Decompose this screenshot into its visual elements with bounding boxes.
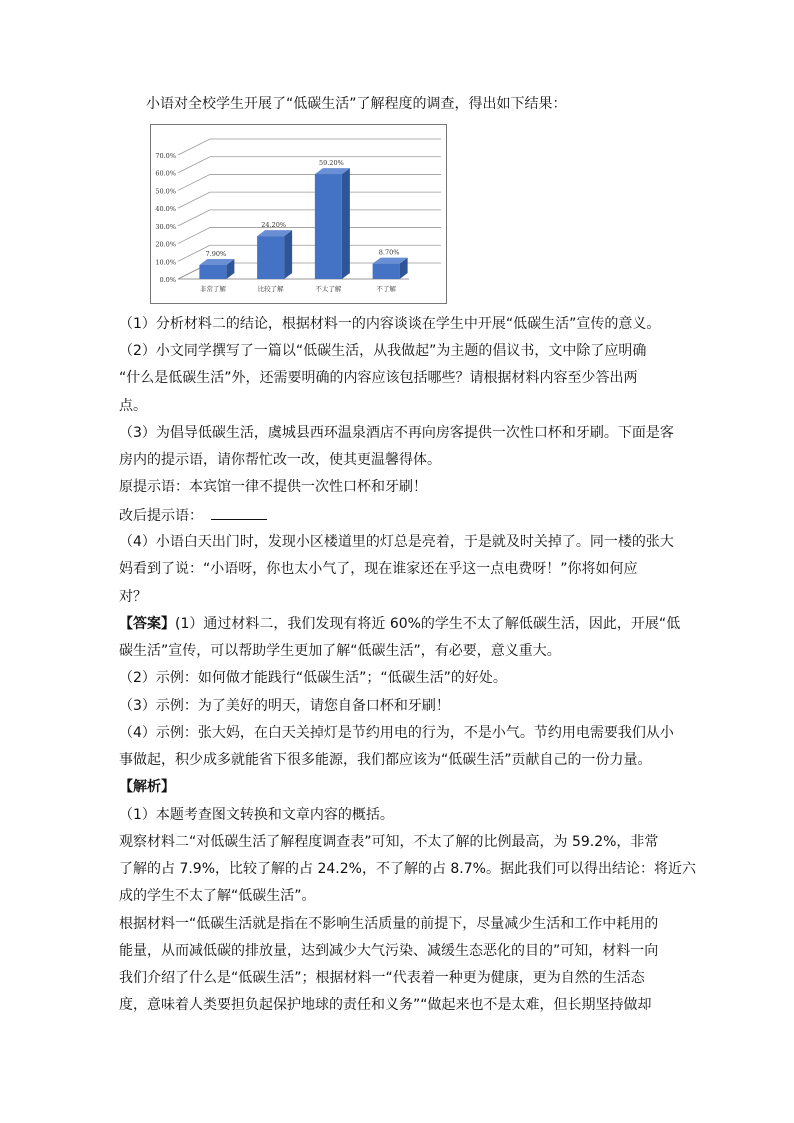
analysis-1: （1）本题考查图文转换和文章内容的概括。 [119,807,394,823]
answer-4-line-1: （4）示例：张大妈，在白天关掉灯是节约用电的行为，不是小气。节约用电需要我们从小 [119,725,674,741]
question-3-line-2: 房内的提示语，请你帮忙改一改，使其更温馨得体。 [119,452,441,468]
bar-1 [199,265,226,279]
question-1: （1）分析材料二的结论，根据材料一的内容谈谈在学生中开展“低碳生活”宣传的意义。 [119,316,661,332]
category-label: 不太了解 [315,285,342,293]
gridline [178,174,441,190]
answer-2: （2）示例：如何做才能践行“低碳生活”；“低碳生活”的好处。 [119,670,507,686]
category-label: 非常了解 [199,285,226,293]
analysis-2-line-1: 观察材料二“对低碳生活了解程度调查表”可知，不太了解的比例最高，为 59.2%，非常 [119,834,659,850]
analysis-3-line-3: 我们介绍了什么是“低碳生活”；根据材料一“代表着一种更为健康，更为自然的生活态 [119,970,645,986]
answer-4-line-2: 事做起，积少成多就能省下很多能源，我们都应该为“低碳生活”贡献自己的一份力量。 [119,752,652,768]
data-label: 8.70% [378,248,400,257]
category-label: 比较了解 [257,285,284,293]
question-4-line-3: 对？ [119,589,147,605]
analysis-3-line-2: 能量，从而减低碳的排放量，达到减少大气污染、减缓生态恶化的目的”可知，材料一向 [119,943,659,959]
gridline [178,157,441,173]
analysis-3-line-1: 根据材料一“低碳生活就是指在不影响生活质量的前提下，尽量减少生活和工作中耗用的 [119,916,659,932]
analysis-tag: 【解析】 [119,779,175,795]
answer-1-line-2: 碳生活”宣传，可以帮助学生更加了解“低碳生活”，有必要，意义重大。 [119,643,561,659]
question-4-line-2: 妈看到了说：“小语呀，你也太小气了，现在谁家还在乎这一点电费呀！”你将如何应 [119,561,638,577]
y-tick-label: 30.0% [155,222,176,231]
intro-text: 小语对全校学生开展了“低碳生活”了解程度的调查，得出如下结果： [146,96,567,112]
y-tick-label: 0.0% [159,276,176,284]
y-tick-label: 50.0% [155,187,176,196]
y-tick-label: 60.0% [155,169,176,178]
gridline [178,210,441,226]
bar-side [284,230,292,279]
data-label: 59.20% [318,159,344,168]
answer-3: （3）示例：为了美好的明天，请您自备口杯和牙刷！ [119,698,450,714]
question-2-line-1: （2）小文同学撰写了一篇以“低碳生活，从我做起”为主题的倡议书，文中除了应明确 [119,343,647,359]
bar-3 [315,174,342,279]
gridline [178,139,441,155]
answer-tag: 【答案】 [119,616,175,632]
y-tick-label: 20.0% [155,240,176,249]
y-tick-label: 40.0% [155,205,176,214]
analysis-2-line-2: 了解的占 7.9%，比较了解的占 24.2%，不了解的占 8.7%。据此我们可以得出结论：将近六 [119,861,696,877]
y-tick-label: 10.0% [155,258,176,267]
original-prompt: 原提示语：本宾馆一律不提供一次性口杯和牙刷！ [119,479,427,495]
analysis-3-line-4: 度，意味着人类要担负起保护地球的责任和义务”“做起来也不是太难，但长期坚持做却 [119,997,652,1013]
bar-4 [373,264,400,279]
revised-prompt-label: 改后提示语： [119,508,203,524]
answer-1-text: (1）通过材料二，我们发现有将近 60%的学生不太了解低碳生活，因此，开展“低 [175,616,681,632]
answer-1-line-1 [119,614,680,634]
gridline [178,228,441,244]
question-2-line-2: “什么是低碳生活”外，还需要明确的内容应该包括哪些？请根据材料内容至少答出两 [119,370,638,386]
data-label: 24.20% [261,221,287,230]
y-tick-label: 70.0% [155,152,176,160]
analysis-2-line-3: 成的学生不太了解“低碳生活”。 [119,888,316,904]
question-4-line-1: （4）小语白天出门时，发现小区楼道里的灯总是亮着，于是就及时关掉了。同一楼的张大 [119,534,674,550]
data-label: 7.90% [205,250,227,259]
question-3-line-1: （3）为倡导低碳生活，虞城县西环温泉酒店不再向房客提供一次性口杯和牙刷。下面是客 [119,425,674,441]
category-label: 不了解 [376,285,396,293]
gridline [178,192,441,208]
chart-svg [151,125,446,303]
question-2-line-3: 点。 [119,398,147,414]
survey-bar-chart [150,124,447,304]
bar-2 [257,236,284,279]
revised-prompt [119,505,267,526]
answer-blank [211,505,267,520]
bar-side [342,168,350,279]
